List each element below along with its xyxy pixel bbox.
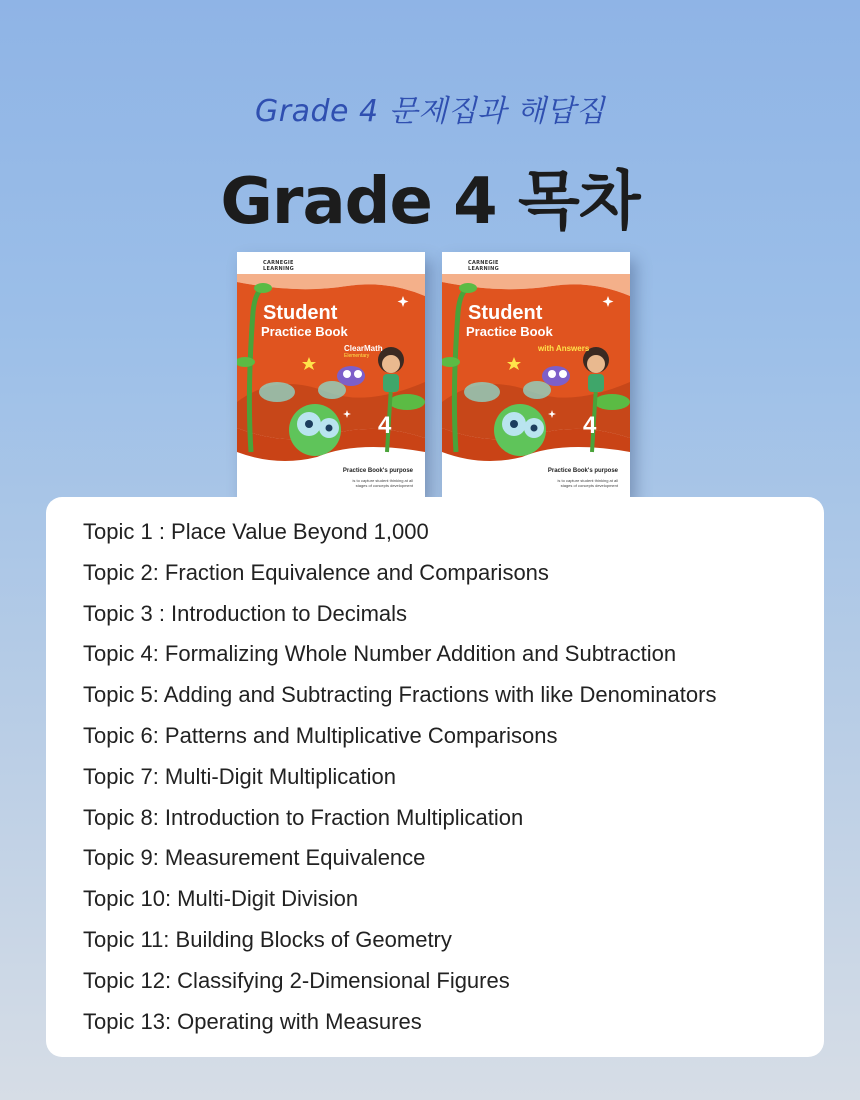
- book-cover-student-practice: [237, 252, 425, 498]
- topics-list: [83, 515, 716, 1045]
- publisher-logo: CARNEGIE LEARNING: [468, 260, 500, 272]
- topic-item: Topic 1 : Place Value Beyond 1,000: [83, 519, 429, 544]
- topic-item: Topic 9: Measurement Equivalence: [83, 845, 426, 871]
- topics-card: [46, 497, 824, 1057]
- topic-item: Topic 13: Operating with Measures: [83, 1008, 422, 1034]
- book-grade-number: 4: [583, 412, 597, 439]
- topic-item: Topic 6: Patterns and Multiplicative Comparisons: [83, 722, 558, 748]
- topic-item: Topic 8: Introduction to Fraction Multiplication: [83, 804, 524, 830]
- topic-item: Topic 5: Adding and Subtracting Fractions with like Denominators: [83, 682, 717, 708]
- topic-item: Topic 12: Classifying 2-Dimensional Figures: [83, 967, 510, 993]
- book-title-line1: Student: [468, 302, 543, 324]
- topic-item: Topic 2: Fraction Equivalence and Comparisons: [83, 559, 549, 585]
- book-cover-student-practice-answers: [442, 252, 630, 498]
- book-purpose-text: is to capture student thinking at all stages of concepts development: [352, 478, 413, 488]
- book-cover-art: [442, 252, 630, 498]
- page-title: Grade 4 목차: [220, 165, 640, 239]
- topic-item: Topic 3 : Introduction to Decimals: [83, 600, 408, 626]
- book-grade-number: 4: [378, 412, 392, 439]
- topic-item: Topic 7: Multi-Digit Multiplication: [83, 763, 396, 789]
- topic-item: Topic 4: Formalizing Whole Number Addition and Subtraction: [83, 641, 677, 667]
- book-tag: with Answers: [538, 344, 590, 353]
- book-purpose-title: Practice Book's purpose: [342, 468, 413, 474]
- book-cover-art: [237, 252, 425, 498]
- page-subtitle: Grade 4 문제집과 해답집: [254, 94, 606, 129]
- book-tag: ClearMath: [344, 344, 383, 353]
- topic-item: Topic 11: Building Blocks of Geometry: [83, 926, 452, 952]
- book-title-line2: Practice Book: [261, 324, 348, 339]
- book-purpose-text: is to capture student thinking at all stages of concepts development: [557, 478, 618, 488]
- publisher-logo: CARNEGIE LEARNING: [263, 260, 295, 272]
- book-purpose-title: Practice Book's purpose: [547, 468, 618, 474]
- topic-item: Topic 10: Multi-Digit Division: [83, 886, 359, 912]
- book-title-line1: Student: [263, 302, 338, 324]
- book-tag-sub: Elementary: [344, 353, 370, 359]
- book-title-line2: Practice Book: [466, 324, 553, 339]
